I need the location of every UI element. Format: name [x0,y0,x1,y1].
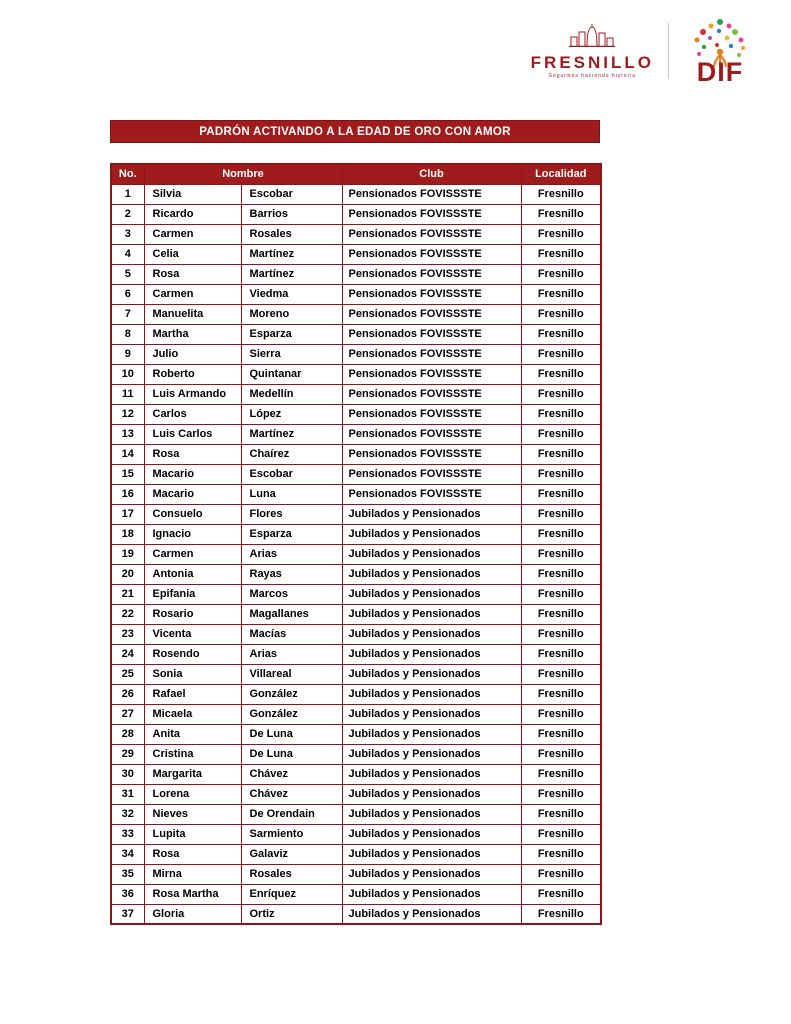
cell-last-name: De Luna [241,724,342,744]
table-row [111,844,601,864]
cell-no: 7 [111,304,144,324]
cell-first-name: Rosa [144,264,241,284]
cell-localidad: Fresnillo [521,864,601,884]
fresnillo-wordmark: FRESNILLO [530,53,654,72]
cell-no: 10 [111,364,144,384]
cell-no: 22 [111,604,144,624]
cell-no: 37 [111,904,144,924]
cell-club: Pensionados FOVISSSTE [342,184,521,204]
cell-club: Jubilados y Pensionados [342,884,521,904]
table-row [111,184,601,204]
cell-localidad: Fresnillo [521,324,601,344]
cell-first-name: Carmen [144,544,241,564]
table-row [111,584,601,604]
cell-localidad: Fresnillo [521,644,601,664]
cell-first-name: Sonia [144,664,241,684]
cell-first-name: Julio [144,344,241,364]
cell-no: 28 [111,724,144,744]
cell-first-name: Margarita [144,764,241,784]
cell-localidad: Fresnillo [521,284,601,304]
cell-no: 1 [111,184,144,204]
cell-last-name: Chávez [241,764,342,784]
cell-localidad: Fresnillo [521,804,601,824]
cell-last-name: Esparza [241,324,342,344]
cell-localidad: Fresnillo [521,704,601,724]
cell-last-name: Sarmiento [241,824,342,844]
cell-club: Jubilados y Pensionados [342,724,521,744]
cell-localidad: Fresnillo [521,524,601,544]
cell-last-name: Rosales [241,864,342,884]
cell-club: Jubilados y Pensionados [342,544,521,564]
table-body [111,184,601,924]
cell-first-name: Macario [144,484,241,504]
cell-no: 24 [111,644,144,664]
cell-localidad: Fresnillo [521,844,601,864]
cell-localidad: Fresnillo [521,724,601,744]
cell-no: 33 [111,824,144,844]
cell-first-name: Rosa Martha [144,884,241,904]
cell-localidad: Fresnillo [521,684,601,704]
cell-last-name: Flores [241,504,342,524]
cell-club: Pensionados FOVISSSTE [342,464,521,484]
cell-first-name: Consuelo [144,504,241,524]
cell-last-name: Quintanar [241,364,342,384]
cell-club: Jubilados y Pensionados [342,624,521,644]
cell-first-name: Macario [144,464,241,484]
cell-club: Pensionados FOVISSSTE [342,204,521,224]
table-row [111,624,601,644]
cell-localidad: Fresnillo [521,484,601,504]
table-row [111,464,601,484]
cell-no: 14 [111,444,144,464]
table-header [111,164,601,184]
cell-localidad: Fresnillo [521,184,601,204]
cell-no: 9 [111,344,144,364]
cell-last-name: González [241,684,342,704]
table-row [111,204,601,224]
cell-first-name: Celia [144,244,241,264]
cell-no: 16 [111,484,144,504]
cell-last-name: Magallanes [241,604,342,624]
cell-localidad: Fresnillo [521,364,601,384]
table-row [111,864,601,884]
cell-club: Pensionados FOVISSSTE [342,324,521,344]
cell-last-name: González [241,704,342,724]
cell-first-name: Manuelita [144,304,241,324]
cell-last-name: Galaviz [241,844,342,864]
cell-no: 12 [111,404,144,424]
cell-localidad: Fresnillo [521,504,601,524]
cell-last-name: De Orendain [241,804,342,824]
cell-first-name: Luis Carlos [144,424,241,444]
cell-last-name: Viedma [241,284,342,304]
cell-last-name: Rosales [241,224,342,244]
cell-localidad: Fresnillo [521,884,601,904]
cell-last-name: Arias [241,544,342,564]
cell-first-name: Vicenta [144,624,241,644]
cell-localidad: Fresnillo [521,824,601,844]
cell-no: 36 [111,884,144,904]
table-row [111,664,601,684]
roster-table [110,163,602,925]
cell-localidad: Fresnillo [521,544,601,564]
cell-no: 26 [111,684,144,704]
cell-no: 18 [111,524,144,544]
cell-club: Pensionados FOVISSSTE [342,424,521,444]
cell-club: Pensionados FOVISSSTE [342,284,521,304]
table-row [111,884,601,904]
cell-first-name: Carmen [144,284,241,304]
table-row [111,404,601,424]
table-row [111,444,601,464]
cell-club: Pensionados FOVISSSTE [342,484,521,504]
cell-localidad: Fresnillo [521,424,601,444]
cell-localidad: Fresnillo [521,564,601,584]
table-row [111,684,601,704]
cell-club: Pensionados FOVISSSTE [342,364,521,384]
cell-club: Pensionados FOVISSSTE [342,264,521,284]
cell-last-name: Chávez [241,784,342,804]
cell-club: Jubilados y Pensionados [342,664,521,684]
cell-first-name: Micaela [144,704,241,724]
cell-club: Jubilados y Pensionados [342,504,521,524]
cell-no: 3 [111,224,144,244]
cell-last-name: Marcos [241,584,342,604]
cell-first-name: Anita [144,724,241,744]
table-row [111,804,601,824]
cell-localidad: Fresnillo [521,244,601,264]
cell-club: Jubilados y Pensionados [342,604,521,624]
cell-localidad: Fresnillo [521,384,601,404]
cell-club: Jubilados y Pensionados [342,784,521,804]
cell-no: 20 [111,564,144,584]
cell-club: Jubilados y Pensionados [342,684,521,704]
cell-club: Pensionados FOVISSSTE [342,244,521,264]
cell-club: Jubilados y Pensionados [342,584,521,604]
table-row [111,724,601,744]
cell-no: 27 [111,704,144,724]
table-row [111,244,601,264]
cell-last-name: Ortiz [241,904,342,924]
table-header-row [111,164,601,184]
cell-last-name: López [241,404,342,424]
cell-no: 31 [111,784,144,804]
cell-no: 21 [111,584,144,604]
cell-no: 5 [111,264,144,284]
table-row [111,284,601,304]
table-row [111,604,601,624]
cell-no: 13 [111,424,144,444]
table-row [111,784,601,804]
cell-first-name: Martha [144,324,241,344]
fresnillo-tagline: Seguimos haciendo historia [548,73,637,79]
cell-last-name: Escobar [241,184,342,204]
cell-localidad: Fresnillo [521,604,601,624]
table-row [111,324,601,344]
cell-first-name: Ignacio [144,524,241,544]
table-row [111,564,601,584]
fresnillo-building-icon [569,23,615,52]
cell-no: 23 [111,624,144,644]
cell-first-name: Nieves [144,804,241,824]
cell-localidad: Fresnillo [521,904,601,924]
header-localidad: Localidad [521,164,601,184]
logo-divider [668,23,669,79]
cell-no: 34 [111,844,144,864]
cell-no: 19 [111,544,144,564]
cell-club: Pensionados FOVISSSTE [342,384,521,404]
cell-no: 2 [111,204,144,224]
cell-club: Jubilados y Pensionados [342,804,521,824]
cell-no: 11 [111,384,144,404]
cell-last-name: Escobar [241,464,342,484]
table-row [111,824,601,844]
cell-localidad: Fresnillo [521,764,601,784]
cell-first-name: Antonia [144,564,241,584]
cell-no: 29 [111,744,144,764]
header-club: Club [342,164,521,184]
cell-club: Jubilados y Pensionados [342,564,521,584]
cell-localidad: Fresnillo [521,744,601,764]
table-row [111,544,601,564]
cell-localidad: Fresnillo [521,404,601,424]
header-logos [531,14,757,88]
table-row [111,704,601,724]
cell-last-name: Medellín [241,384,342,404]
table-row [111,304,601,324]
cell-club: Jubilados y Pensionados [342,744,521,764]
cell-last-name: Chaírez [241,444,342,464]
cell-first-name: Epifania [144,584,241,604]
header-no: No. [111,164,144,184]
table-row [111,224,601,244]
cell-localidad: Fresnillo [521,664,601,684]
cell-last-name: Martínez [241,244,342,264]
cell-last-name: Sierra [241,344,342,364]
cell-no: 30 [111,764,144,784]
table-row [111,764,601,784]
cell-localidad: Fresnillo [521,264,601,284]
cell-localidad: Fresnillo [521,584,601,604]
cell-first-name: Lorena [144,784,241,804]
cell-last-name: Enríquez [241,884,342,904]
cell-localidad: Fresnillo [521,444,601,464]
cell-no: 4 [111,244,144,264]
cell-club: Jubilados y Pensionados [342,764,521,784]
table-row [111,364,601,384]
cell-localidad: Fresnillo [521,304,601,324]
table-row [111,504,601,524]
cell-club: Jubilados y Pensionados [342,844,521,864]
fresnillo-logo [531,23,654,79]
page-title: PADRÓN ACTIVANDO A LA EDAD DE ORO CON AMOR [110,120,600,143]
cell-no: 15 [111,464,144,484]
cell-no: 17 [111,504,144,524]
table-row [111,344,601,364]
cell-club: Jubilados y Pensionados [342,704,521,724]
table-row [111,644,601,664]
cell-last-name: Rayas [241,564,342,584]
header-nombre: Nombre [144,164,342,184]
cell-first-name: Cristina [144,744,241,764]
dif-logo [683,14,757,88]
cell-first-name: Silvia [144,184,241,204]
cell-localidad: Fresnillo [521,204,601,224]
cell-last-name: Villareal [241,664,342,684]
cell-localidad: Fresnillo [521,784,601,804]
cell-last-name: Moreno [241,304,342,324]
cell-first-name: Mirna [144,864,241,884]
dif-wordmark: DIF [696,57,744,87]
cell-first-name: Rosario [144,604,241,624]
cell-club: Pensionados FOVISSSTE [342,404,521,424]
cell-first-name: Rosa [144,444,241,464]
cell-no: 32 [111,804,144,824]
table-row [111,484,601,504]
cell-first-name: Carmen [144,224,241,244]
cell-no: 8 [111,324,144,344]
cell-first-name: Rosendo [144,644,241,664]
cell-localidad: Fresnillo [521,624,601,644]
cell-first-name: Luis Armando [144,384,241,404]
cell-localidad: Fresnillo [521,224,601,244]
cell-last-name: Macías [241,624,342,644]
table-row [111,384,601,404]
cell-club: Jubilados y Pensionados [342,524,521,544]
cell-no: 35 [111,864,144,884]
cell-first-name: Carlos [144,404,241,424]
cell-first-name: Gloria [144,904,241,924]
cell-club: Jubilados y Pensionados [342,824,521,844]
cell-first-name: Ricardo [144,204,241,224]
cell-first-name: Rafael [144,684,241,704]
cell-club: Jubilados y Pensionados [342,864,521,884]
cell-club: Pensionados FOVISSSTE [342,344,521,364]
cell-first-name: Rosa [144,844,241,864]
cell-last-name: Martínez [241,424,342,444]
cell-first-name: Lupita [144,824,241,844]
cell-last-name: Martínez [241,264,342,284]
cell-club: Jubilados y Pensionados [342,904,521,924]
cell-first-name: Roberto [144,364,241,384]
cell-club: Pensionados FOVISSSTE [342,444,521,464]
cell-last-name: Barrios [241,204,342,224]
cell-last-name: Esparza [241,524,342,544]
cell-localidad: Fresnillo [521,464,601,484]
table-row [111,424,601,444]
cell-last-name: De Luna [241,744,342,764]
cell-last-name: Arias [241,644,342,664]
cell-club: Pensionados FOVISSSTE [342,304,521,324]
table-row [111,524,601,544]
table-row [111,904,601,924]
cell-last-name: Luna [241,484,342,504]
cell-club: Jubilados y Pensionados [342,644,521,664]
cell-club: Pensionados FOVISSSTE [342,224,521,244]
table-row [111,264,601,284]
cell-no: 25 [111,664,144,684]
cell-localidad: Fresnillo [521,344,601,364]
table-row [111,744,601,764]
cell-no: 6 [111,284,144,304]
